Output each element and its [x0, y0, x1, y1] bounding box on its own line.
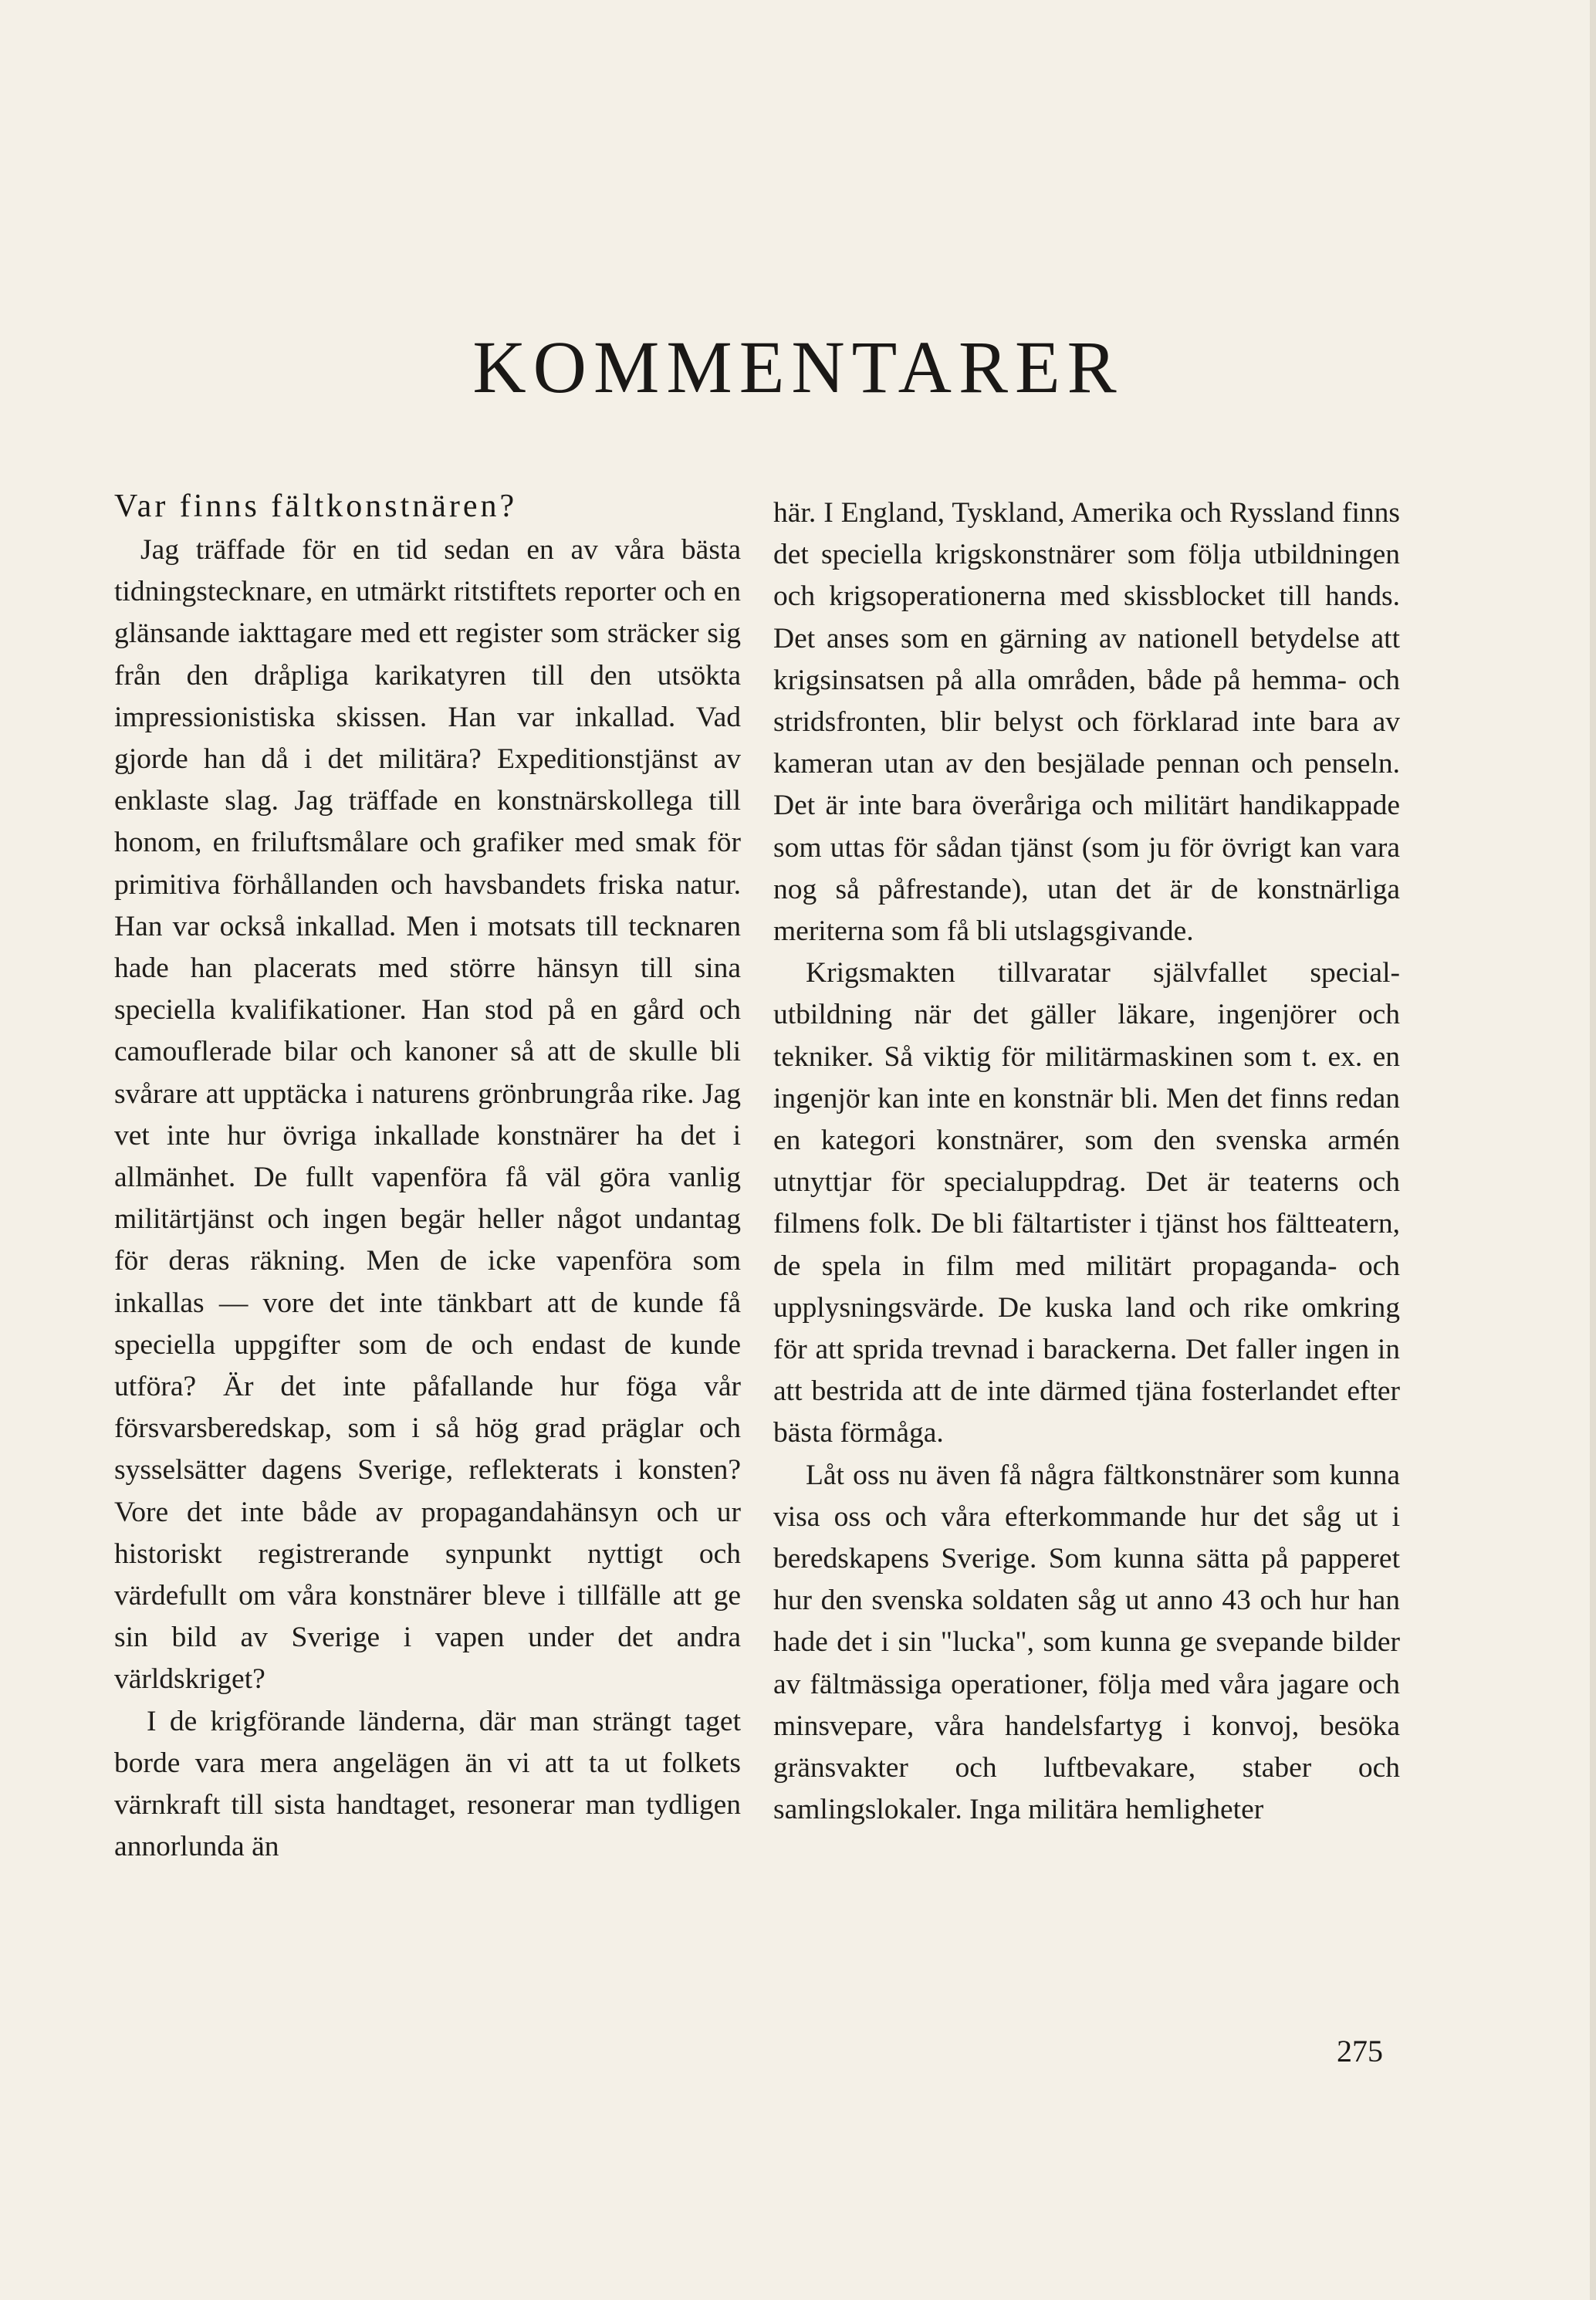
left-column [114, 485, 741, 1869]
paragraph: I de krigförande länderna, där man strängt taget borde vara mera angelägen än vi att ta ut folkets värnkraft till sista handtaget, resonerar man tydligen annorlunda än [114, 1705, 741, 1863]
page-title: KOMMENTARER [472, 326, 1124, 408]
page-number: 275 [1337, 2034, 1383, 2068]
paragraph: Låt oss nu även få några fältkonstnärer som kunna visa oss och våra efterkommande hur det såg ut i beredskapens Sverige. Som kunna sätta på papperet hur den svenska soldaten såg ut anno 43 och hur han hade det i sin "lucka", som kunna ge svepande bilder av fältmässiga operationer, följa med våra jagare och minsvepare, våra handelsfartyg i konvoj, besöka gränsvakter och luftbevakare, staber och samlingslokaler. Inga militära hemligheter [773, 1459, 1400, 1826]
section-heading: Var finns fältkonstnären? [114, 489, 518, 524]
paragraph: här. I England, Tyskland, Amerika och Ryssland finns det speciella krigskonstnärer som följa utbildningen och krigsoperationerna med skissblocket till hands. Det anses som en gärning av nationell betydelse att krigsinsatsen på alla områden, både på hemma- och stridsfronten, blir belyst och förklarad inte bara av kameran utan av den besjälade pennan och penseln. Det är inte bara överåriga och militärt handikappade som uttas för sådan tjänst (som ju för övrigt kan vara nog så påfrestande), utan det är de konstnärliga meriterna som få bli utslagsgivande. [773, 497, 1400, 948]
paragraph: Jag träffade för en tid sedan en av våra bästa tidningstecknare, en utmärkt ritstiftets reporter och en glänsande iakttagare med ett register som sträcker sig från den dråpliga karikatyren till den utsökta impressionistiska skissen. Han var inkallad. Vad gjorde han då i det militära? Expeditionstjänst av enklaste slag. Jag träffade en konstnärskollega till honom, en friluftsmålare och grafiker med smak för primitiva förhållanden och havsbandets friska natur. Han var också inkallad. Men i motsats till tecknaren hade han placerats med större hänsyn till sina speciella kvalifikationer. Han stod på en gård och camouflerade bilar och kanoner så att de skulle bli svårare att upptäcka i naturens grönbrungråa rike. Jag vet inte hur övriga inkallade konstnärer ha det i allmänhet. De fullt vapenföra få väl göra vanlig militärtjänst och ingen begär heller något undantag för deras räkning. Men de icke vapenföra som inkallas — vore det inte tänkbart att de kunde få speciella uppgifter som de och endast de kunde utföra? Är det inte påfallande hur föga vår försvarsberedskap, som i så hög grad präglar och sysselsätter dagens Sverige, reflekterats i konsten? Vore det inte både av propagandahänsyn och ur historiskt registrerande synpunkt nyttigt och värdefullt om våra konstnärer bleve i tillfälle att ge sin bild av Sverige i vapen under det andra världskriget? [114, 534, 741, 1696]
paragraph: Krigsmakten tillvaratar självfallet specialutbildning när det gäller läkare, ingenjörer och tekniker. Så viktig för militärmaskinen som t. ex. en ingenjör kan inte en konstnär bli. Men det finns redan en kategori konstnärer, som den svenska armén utnyttjar för specialuppdrag. Det är teaterns och filmens folk. De bli fältartister i tjänst hos fältteatern, de spela in film med militärt propaganda- och upplysningsvärde. De kuska land och rike omkring för att sprida trevnad i barackerna. Det faller ingen in att bestrida att de inte därmed tjäna fosterlandet efter bästa förmåga. [773, 957, 1400, 1449]
right-column [773, 492, 1400, 1832]
